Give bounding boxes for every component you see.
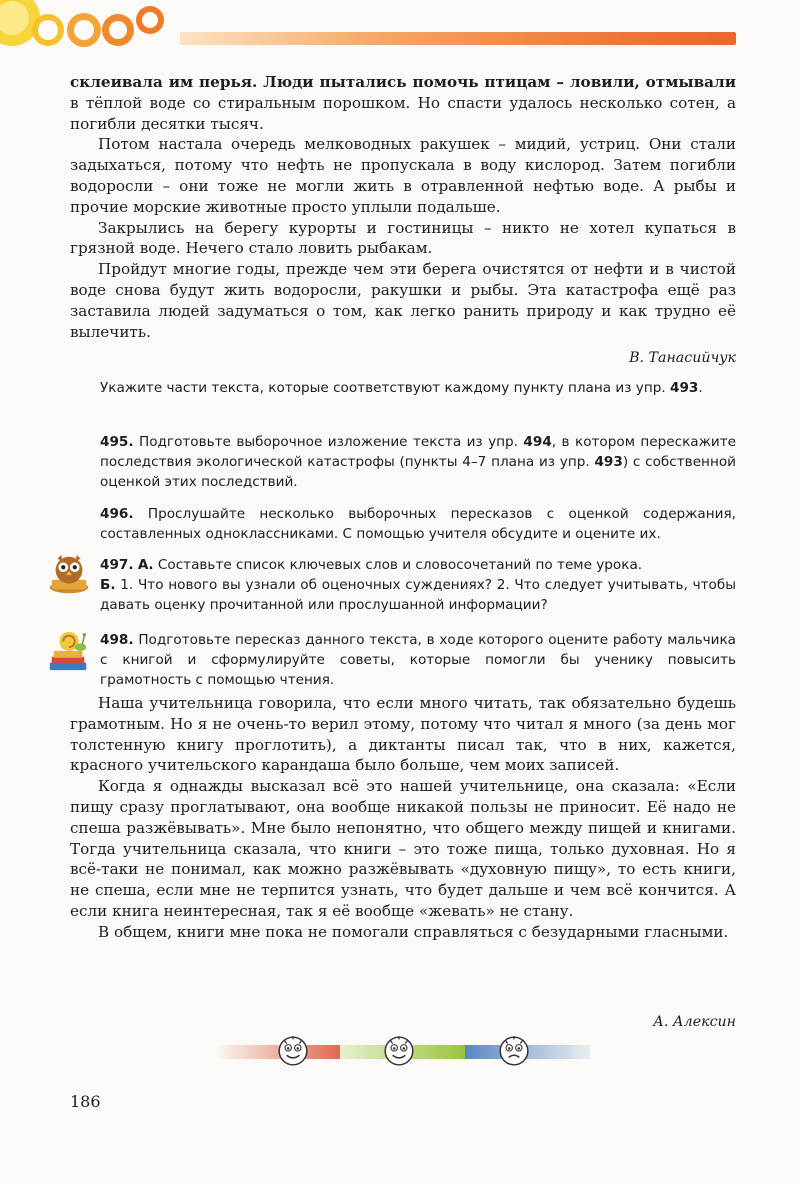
snail-with-books-icon	[46, 628, 92, 674]
paragraph-3: Закрылись на берегу курорты и гостиницы – никто не хотел купаться в грязной воде. Нечего стало ловить рыбакам.	[70, 218, 736, 258]
paragraph-6: Когда я однажды высказал всё это нашей учительнице, она сказала: «Если пищу сразу проглатывают, она вообще никакой пользы не приносит. Её надо не спеша разжёвывать». Мне было непонятно, что общего между пищей и книгами. Тогда учительница сказала, что книги – это тоже пища, только духовная. Но я всё-таки не понимал, как можно разжёвывать «духовную пищу», то есть книги, не спеша, если мне не терпится узнать, что будет дальше и чем всё кончится. А если книга неинтересная, так я её вообще «жевать» не стану.	[70, 777, 736, 920]
paragraph-1: склеивала им перья. Люди пытались помочь птицам – ловили, отмывали в тёплой воде со стиральным порошком. Но спасти удалось несколько сотен, а погибли десятки тысяч.	[70, 73, 736, 133]
smiley-face-icon	[276, 1034, 310, 1068]
paragraph-5: Наша учительница говорила, что если много читать, так обязательно будешь грамотным. Но я не очень-то верил этому, потому что читал я много (за день мог толстенную книгу проглотить), а диктанты писал так, что в них, кажется, красного учительского карандаша было больше, чем моих записей.	[70, 694, 736, 775]
paragraph-4: Пройдут многие годы, прежде чем эти берега очистятся от нефти и в чистой воде снова будут жить водоросли, ракушки и рыбы. Эта катастрофа ещё раз заставила людей задуматься о том, как легко ранить природу и как трудно её вылечить.	[70, 260, 736, 341]
story-text-1	[70, 72, 736, 342]
header-circles-decoration	[0, 0, 180, 64]
task-number: 495.	[100, 434, 134, 450]
task-495: 495. Подготовьте выборочное изложение текста из упр. 494, в котором перескажите последствия экологической катастрофы (пункты 4–7 плана из упр. 493) с собственной оценкой этих последствий.	[100, 434, 736, 490]
paragraph-1-bold: склеивала им перья. Люди пытались помочь птицам – ловили, отмывали	[70, 73, 736, 91]
smiley-face-icon	[497, 1034, 531, 1068]
task-496: 496. Прослушайте несколько выборочных пересказов с оценкой содержания, составленных одноклассниками. С помощью учителя обсудите и оцените их.	[100, 506, 736, 542]
author-aleksin: А. Алексин	[653, 1014, 736, 1030]
task-498: 498. Подготовьте пересказ данного текста, в ходе которого оцените работу мальчика с книгой и сформулируйте советы, которые помогли бы ученику повысить грамотность с помощью чтения.	[100, 632, 736, 688]
smiley-face-icon	[382, 1034, 416, 1068]
task-number: 497.	[100, 557, 134, 573]
task-497: 497. А. Составьте список ключевых слов и словосочетаний по теме урока. Б. 1. Что нового вы узнали об оценочных суждениях? 2. Что следует учитывать, чтобы давать оценку прочитанной или прослушанной информации?	[100, 557, 736, 613]
task-plan-parts: Укажите части текста, которые соответствуют каждому пункту плана из упр. 493.	[100, 380, 703, 396]
owl-with-book-icon	[46, 552, 92, 596]
story-text-2	[70, 693, 736, 943]
paragraph-7: В общем, книги мне пока не помогали справляться с безударными гласными.	[98, 922, 729, 941]
task-number: 498.	[100, 632, 134, 648]
page-number: 186	[70, 1092, 101, 1111]
author-tanasiychuk: В. Танасийчук	[629, 350, 736, 366]
header-bar	[180, 32, 736, 45]
paragraph-2: Потом настала очередь мелководных ракушек – мидий, устриц. Они стали задыхаться, потому что нефть не пропускала в воду кислород. Затем погибли водоросли – они тоже не могли жить в отравленной нефтью воде. А рыбы и прочие морские животные просто уплыли подальше.	[70, 135, 736, 216]
task-number: 496.	[100, 506, 134, 522]
